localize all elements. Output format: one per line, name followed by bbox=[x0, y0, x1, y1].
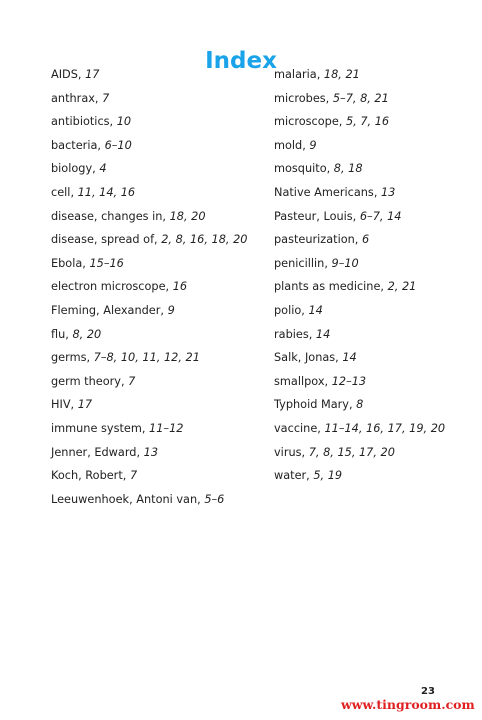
index-term: virus, bbox=[274, 445, 309, 459]
index-term: antibiotics, bbox=[51, 115, 117, 129]
index-entry bbox=[274, 228, 474, 252]
index-entry bbox=[51, 157, 266, 181]
index-pages: 2, 8, 16, 18, 20 bbox=[161, 233, 248, 247]
index-entry bbox=[274, 63, 474, 87]
index-pages: 5–6 bbox=[204, 492, 225, 506]
index-entry bbox=[51, 181, 266, 205]
index-entry bbox=[51, 228, 266, 252]
index-pages: 14 bbox=[315, 327, 331, 341]
index-term: plants as medicine, bbox=[274, 280, 388, 294]
index-entry bbox=[274, 323, 474, 347]
index-term: AIDS, bbox=[51, 68, 86, 81]
index-pages: 5, 19 bbox=[313, 469, 343, 483]
index-term: disease, spread of, bbox=[51, 233, 162, 247]
index-term: germs, bbox=[51, 351, 94, 365]
index-term: mosquito, bbox=[274, 162, 334, 176]
index-pages: 15–16 bbox=[89, 256, 124, 270]
index-term: flu, bbox=[51, 327, 73, 341]
index-entry bbox=[274, 393, 474, 417]
index-pages: 7 bbox=[128, 374, 136, 388]
index-entry bbox=[51, 87, 266, 111]
index-term: disease, changes in, bbox=[51, 209, 170, 223]
index-term: anthrax, bbox=[51, 91, 103, 105]
index-pages: 5–7, 8, 21 bbox=[332, 91, 389, 105]
index-term: polio, bbox=[274, 303, 309, 317]
index-pages: 14 bbox=[308, 303, 323, 317]
index-pages: 9 bbox=[309, 138, 317, 152]
index-pages: 9 bbox=[167, 303, 175, 317]
index-term: penicillin, bbox=[274, 256, 332, 270]
index-entry bbox=[274, 275, 474, 299]
index-term: Native Americans, bbox=[274, 185, 381, 199]
index-entry bbox=[274, 299, 474, 323]
index-term: rabies, bbox=[274, 327, 316, 341]
index-entry bbox=[274, 181, 474, 205]
watermark: www.tingroom.com bbox=[341, 697, 475, 712]
index-entry bbox=[51, 370, 266, 394]
index-term: HIV, bbox=[51, 398, 78, 412]
index-pages: 6–7, 14 bbox=[359, 209, 402, 223]
index-pages: 7–8, 10, 11, 12, 21 bbox=[93, 351, 200, 365]
index-pages: 11–14, 16, 17, 19, 20 bbox=[324, 421, 446, 435]
index-entry bbox=[51, 134, 266, 158]
index-pages: 11, 14, 16 bbox=[77, 185, 136, 199]
index-pages: 8, 20 bbox=[72, 327, 102, 341]
index-pages: 13 bbox=[143, 445, 159, 459]
index-pages: 9–10 bbox=[331, 256, 359, 270]
index-entry bbox=[51, 464, 266, 488]
index-title: Index bbox=[205, 48, 277, 75]
index-entry bbox=[51, 275, 266, 299]
index-entry bbox=[51, 110, 266, 134]
index-term: vaccine, bbox=[274, 421, 325, 435]
index-entry bbox=[51, 441, 266, 465]
index-term: germ theory, bbox=[51, 374, 129, 388]
index-term: Pasteur, Louis, bbox=[274, 209, 360, 223]
index-entry bbox=[51, 417, 266, 441]
index-entry bbox=[51, 63, 266, 87]
index-term: Ebola, bbox=[51, 256, 90, 270]
index-pages: 2, 21 bbox=[387, 280, 417, 294]
index-pages: 7 bbox=[129, 469, 138, 483]
index-term: Typhoid Mary, bbox=[274, 398, 357, 412]
index-pages: 18, 21 bbox=[323, 68, 360, 81]
index-entry bbox=[51, 488, 266, 512]
index-left-column bbox=[51, 63, 266, 511]
index-entry bbox=[274, 441, 474, 465]
index-pages: 11–12 bbox=[149, 421, 184, 435]
index-pages: 8, 18 bbox=[333, 162, 363, 176]
index-term: Leeuwenhoek, Antoni van, bbox=[51, 492, 205, 506]
index-entry bbox=[274, 110, 474, 134]
index-entry bbox=[274, 417, 474, 441]
index-entry bbox=[51, 393, 266, 417]
index-pages: 18, 20 bbox=[169, 209, 206, 223]
index-pages: 5, 7, 16 bbox=[345, 115, 390, 129]
index-term: immune system, bbox=[51, 421, 150, 435]
index-pages: 14 bbox=[342, 351, 357, 365]
index-entry bbox=[274, 252, 474, 276]
index-pages: 10 bbox=[116, 115, 132, 129]
index-entry bbox=[274, 370, 474, 394]
index-term: microbes, bbox=[274, 91, 333, 105]
index-term: Koch, Robert, bbox=[51, 469, 130, 483]
index-term: biology, bbox=[51, 162, 100, 176]
index-pages: 6 bbox=[361, 233, 370, 247]
index-pages: 7 bbox=[102, 91, 110, 105]
index-term: water, bbox=[274, 469, 314, 483]
index-term: malaria, bbox=[274, 68, 324, 81]
index-pages: 7, 8, 15, 17, 20 bbox=[308, 445, 395, 459]
index-pages: 4 bbox=[99, 162, 107, 176]
index-term: smallpox, bbox=[274, 374, 332, 388]
index-term: Fleming, Alexander, bbox=[51, 303, 168, 317]
index-entry bbox=[274, 157, 474, 181]
index-pages: 13 bbox=[381, 185, 396, 199]
index-term: bacteria, bbox=[51, 138, 105, 152]
index-pages: 17 bbox=[77, 398, 93, 412]
index-term: microscope, bbox=[274, 115, 346, 129]
index-pages: 17 bbox=[85, 68, 100, 81]
index-term: Jenner, Edward, bbox=[51, 445, 144, 459]
index-term: mold, bbox=[274, 138, 310, 152]
index-term: Salk, Jonas, bbox=[274, 351, 343, 365]
index-entry bbox=[274, 87, 474, 111]
index-entry bbox=[274, 134, 474, 158]
index-entry bbox=[51, 299, 266, 323]
index-term: cell, bbox=[51, 185, 78, 199]
index-pages: 16 bbox=[172, 280, 188, 294]
index-right-column bbox=[274, 63, 474, 488]
index-pages: 12–13 bbox=[331, 374, 367, 388]
index-term: pasteurization, bbox=[274, 233, 362, 247]
index-entry bbox=[274, 346, 474, 370]
index-entry bbox=[51, 346, 266, 370]
index-pages: 8 bbox=[356, 398, 364, 412]
index-entry bbox=[51, 252, 266, 276]
index-term: electron microscope, bbox=[51, 280, 173, 294]
index-entry bbox=[51, 205, 266, 229]
index-pages: 6–10 bbox=[104, 138, 132, 152]
index-entry bbox=[274, 205, 474, 229]
index-entry bbox=[51, 323, 266, 347]
page-number: 23 bbox=[421, 686, 435, 697]
index-entry bbox=[274, 464, 474, 488]
